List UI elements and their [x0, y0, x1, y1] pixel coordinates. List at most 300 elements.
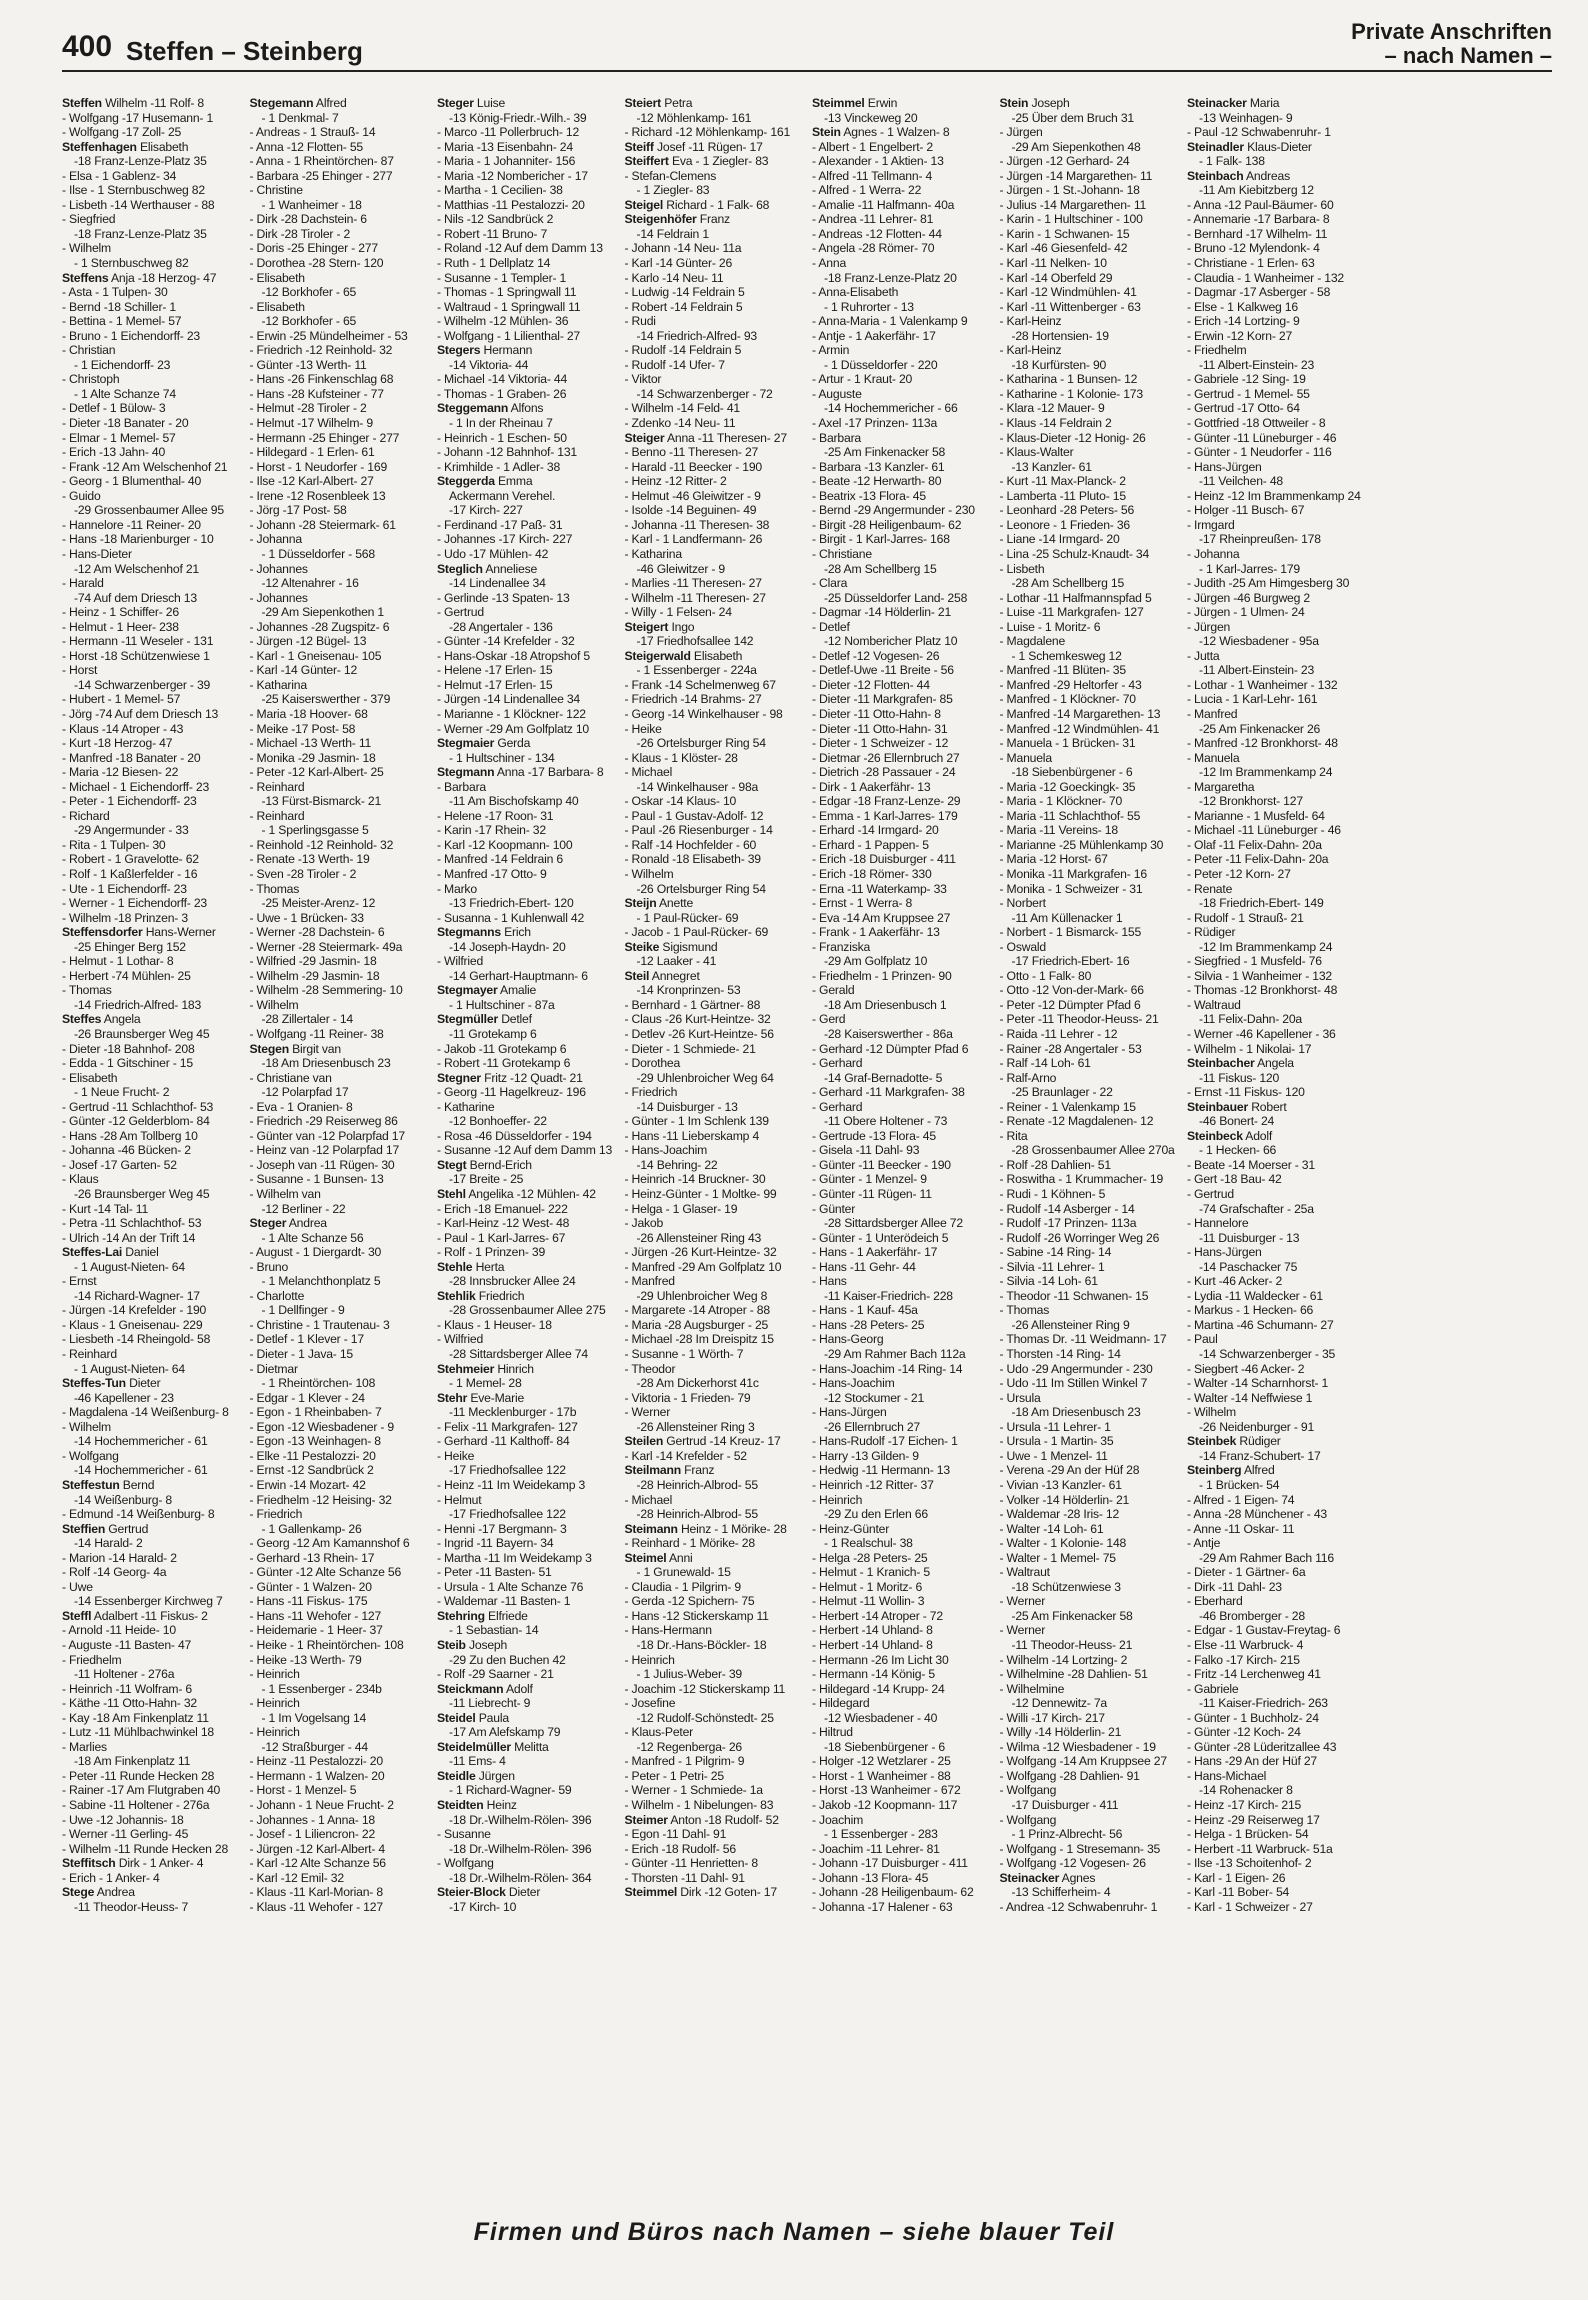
entry-text: - Friedrich: [624, 1085, 678, 1100]
list-item: [437, 256, 615, 271]
list-item: [437, 1507, 615, 1522]
entry-text: - Jürgen - 1 St.-Johann- 18: [999, 183, 1140, 198]
entry-text: - Walter -14 Neffwiese 1: [1187, 1390, 1313, 1405]
entry-text: - Sven -28 Tiroler - 2: [249, 866, 357, 881]
entry-text: - Siegfried: [62, 212, 116, 227]
list-item: [437, 1158, 615, 1173]
list-item: [1187, 954, 1365, 969]
list-item: [437, 300, 615, 315]
entry-text: - Karl - 1 Schweizer - 27: [1187, 1899, 1313, 1914]
entry-text: - Barbara -13 Kanzler- 61: [812, 459, 945, 474]
entry-text: - Manfred -29 Am Golfplatz 10: [624, 1259, 782, 1274]
entry-text: - Jürgen: [1187, 619, 1231, 634]
list-item: [62, 227, 240, 242]
list-item: [1000, 1769, 1178, 1784]
list-item: [1000, 1100, 1178, 1115]
entry-text: - Waltraut: [999, 1565, 1050, 1580]
list-item: [625, 111, 803, 126]
entry-text: -28 Am Schellberg 15: [824, 561, 937, 576]
entry-text: Anna -17 Barbara- 8: [496, 765, 604, 780]
entry-text: - Egon - 1 Rheinbaben- 7: [249, 1405, 382, 1420]
entry-text: - Wilhelm: [249, 997, 299, 1012]
list-item: [250, 1813, 428, 1828]
entry-text: Elisabeth: [693, 648, 743, 663]
list-item: [625, 780, 803, 795]
list-item: [812, 838, 990, 853]
entry-text: -14 Weißenburg- 8: [74, 1492, 172, 1507]
list-item: [62, 1463, 240, 1478]
list-item: [812, 1798, 990, 1813]
list-item: [1187, 1623, 1365, 1638]
list-item: [625, 169, 803, 184]
list-item: [1187, 1362, 1365, 1377]
entry-text: - Hermann -11 Weseler - 131: [62, 634, 214, 649]
list-item: [1187, 1012, 1365, 1027]
list-item: [62, 1900, 240, 1915]
entry-text: - Rolf -29 Saarner - 21: [437, 1667, 554, 1682]
entry-text: - Waltraud - 1 Springwall 11: [437, 299, 581, 314]
list-item: [1000, 1289, 1178, 1304]
entry-text: - Oswald: [999, 939, 1046, 954]
list-item: [812, 1885, 990, 1900]
list-item: [1000, 1623, 1178, 1638]
list-item: [1000, 969, 1178, 984]
entry-text: - Isolde -14 Beguinen- 49: [624, 503, 757, 518]
list-item: [625, 1100, 803, 1115]
list-item: [1187, 1085, 1365, 1100]
entry-text: - Helmut: [437, 1492, 482, 1507]
list-item: [62, 183, 240, 198]
list-item: [62, 591, 240, 606]
list-item: [812, 416, 990, 431]
list-item: [812, 794, 990, 809]
list-item: [437, 271, 615, 286]
entry-text: - Horst -13 Wanheimer - 672: [812, 1783, 961, 1798]
entry-text: - Josef - 1 Liliencron- 22: [249, 1827, 376, 1842]
list-item: [250, 1085, 428, 1100]
list-item: [1187, 1274, 1365, 1289]
list-item: [437, 169, 615, 184]
list-item: [1000, 751, 1178, 766]
entry-text: - Marco -11 Pollerbruch- 12: [437, 125, 580, 140]
entry-text: Joseph: [1031, 96, 1070, 110]
entry-text: - Horst -18 Schützenwiese 1: [62, 648, 210, 663]
list-item: [812, 1129, 990, 1144]
list-item: [812, 751, 990, 766]
list-item: [62, 1260, 240, 1275]
list-item: [250, 1842, 428, 1857]
entry-text: - Horst - 1 Menzel- 5: [249, 1783, 357, 1798]
list-item: [437, 1740, 615, 1755]
list-item: [250, 474, 428, 489]
list-item: [437, 140, 615, 155]
list-item: [62, 1682, 240, 1697]
column-7: [1187, 96, 1365, 2216]
entry-text: -28 Zillertaler - 14: [261, 1012, 354, 1027]
list-item: [625, 474, 803, 489]
entry-text: Sigismund: [662, 939, 718, 954]
entry-text: - Wolfgang -17 Zoll- 25: [62, 125, 182, 140]
entry-text: - 1 Rheintörchen- 108: [261, 1376, 376, 1391]
entry-text: - Rudolf -14 Feldrain 5: [624, 343, 742, 358]
entry-text: - Peter -11 Basten- 51: [437, 1565, 552, 1580]
list-item: [812, 1012, 990, 1027]
list-item: [625, 518, 803, 533]
list-item: [62, 1449, 240, 1464]
entry-text: - Barbara -25 Ehinger - 277: [249, 168, 393, 183]
entry-text: - Josef -17 Garten- 52: [62, 1157, 177, 1172]
entry-text: -11 Am Küllenacker 1: [1011, 910, 1123, 925]
entry-text: - Werner: [999, 1594, 1046, 1609]
entry-text: - Walter -14 Loh- 61: [999, 1521, 1104, 1536]
list-item: [62, 140, 240, 155]
entry-text: - Klaus -11 Wehofer - 127: [249, 1899, 383, 1914]
list-item: [437, 314, 615, 329]
entry-text: - Hildegard -14 Krupp- 24: [812, 1681, 945, 1696]
list-item: [62, 1129, 240, 1144]
entry-text: Adolf: [1245, 1128, 1273, 1143]
list-item: [812, 300, 990, 315]
list-item: [62, 372, 240, 387]
list-item: [1187, 1827, 1365, 1842]
entry-text: - Detlef-Uwe -11 Breite - 56: [812, 663, 954, 678]
list-item: [62, 503, 240, 518]
entry-text: -18 Siebenbürgener - 6: [1011, 765, 1133, 780]
list-item: [1000, 1725, 1178, 1740]
entry-text: - Christian: [62, 343, 116, 358]
entry-text: - Claudia - 1 Wanheimer - 132: [1187, 270, 1344, 285]
surname: Steiger: [624, 430, 665, 445]
list-item: [1187, 343, 1365, 358]
entry-text: - Dietmar -26 Ellernbruch 27: [812, 750, 960, 765]
list-item: [812, 111, 990, 126]
list-item: [62, 329, 240, 344]
entry-text: - Karlo -14 Neu- 11: [624, 270, 724, 285]
entry-text: - Anna -28 Münchener - 43: [1187, 1507, 1327, 1522]
entry-text: -14 Schwarzenberger - 35: [1199, 1347, 1336, 1362]
entry-text: - Claus -26 Kurt-Heintze- 32: [624, 1012, 771, 1027]
entry-text: -25 Über dem Bruch 31: [1011, 110, 1134, 125]
entry-text: - Joachim -12 Stickerskamp 11: [624, 1681, 786, 1696]
entry-text: - Anna -12 Flotten- 55: [249, 139, 363, 154]
entry-text: - Petra -11 Schlachthof- 53: [62, 1216, 202, 1231]
entry-text: - Maria -11 Vereins- 18: [999, 823, 1118, 838]
surname: Stegmann: [437, 765, 495, 780]
entry-text: -14 Hochemmericher - 61: [74, 1463, 208, 1478]
list-item: [437, 838, 615, 853]
list-item: [250, 1522, 428, 1537]
entry-text: - Renate -13 Werth- 19: [249, 852, 370, 867]
entry-text: - Harald: [62, 576, 104, 591]
entry-text: -14 Duisburger - 13: [636, 1099, 738, 1114]
entry-text: - Lydia -11 Waldecker - 61: [1187, 1288, 1323, 1303]
entry-text: -25 Am Finkenacker 26: [1199, 721, 1321, 736]
list-item: [62, 111, 240, 126]
entry-text: - Joachim: [812, 1812, 864, 1827]
footer-note: Firmen und Büros nach Namen – siehe blauer Teil: [473, 2218, 1115, 2246]
entry-text: - Udo -11 Im Stillen Winkel 7: [999, 1376, 1148, 1391]
entry-text: - Wilhelmine -28 Dahlien- 51: [999, 1667, 1148, 1682]
list-item: [437, 1871, 615, 1886]
entry-text: -28 Innsbrucker Allee 24: [449, 1274, 576, 1289]
entry-text: - Edgar - 1 Gustav-Freytag- 6: [1187, 1623, 1341, 1638]
surname: Stein: [999, 96, 1029, 110]
entry-text: - Rolf - 1 Kaßlerfelder - 16: [62, 866, 198, 881]
list-item: [625, 183, 803, 198]
entry-text: - Jürgen -14 Krefelder - 190: [62, 1303, 207, 1318]
list-item: [1187, 1682, 1365, 1697]
list-item: [1187, 838, 1365, 853]
list-item: [1187, 183, 1365, 198]
list-item: [1187, 1202, 1365, 1217]
list-item: [250, 271, 428, 286]
list-item: [812, 1158, 990, 1173]
list-item: [812, 1143, 990, 1158]
list-item: [62, 474, 240, 489]
list-item: [250, 896, 428, 911]
list-item: [62, 1405, 240, 1420]
entry-text: - Paul - 1 Gustav-Adolf- 12: [624, 808, 764, 823]
entry-text: - Erich - 1 Anker- 4: [62, 1870, 160, 1885]
directory-columns: [62, 96, 1552, 2216]
list-item: [437, 212, 615, 227]
entry-text: - Doris -25 Ehinger - 277: [249, 241, 378, 256]
entry-text: -11 Theodor-Heuss- 21: [1011, 1637, 1133, 1652]
entry-text: - Paul - 1 Karl-Jarres- 67: [437, 1230, 566, 1245]
list-item: [812, 387, 990, 402]
entry-text: - Beatrix -13 Flora- 45: [812, 488, 926, 503]
surname: Steil: [624, 968, 650, 983]
entry-text: -28 Hortensien- 19: [1011, 328, 1109, 343]
entry-text: - Jacob - 1 Paul-Rücker- 69: [624, 925, 769, 940]
list-item: [62, 1827, 240, 1842]
list-item: [812, 1420, 990, 1435]
entry-text: - Karl - 1 Eigen- 26: [1187, 1870, 1286, 1885]
list-item: [250, 1202, 428, 1217]
list-item: [812, 285, 990, 300]
entry-text: Amalie: [500, 983, 537, 998]
entry-text: - Wilfried: [437, 954, 484, 969]
list-item: [437, 96, 615, 111]
list-item: [625, 1871, 803, 1886]
list-item: [625, 1623, 803, 1638]
list-item: [1000, 1827, 1178, 1842]
entry-text: - Bruno -12 Mylendonk- 4: [1187, 241, 1320, 256]
entry-text: -11 Am Bischofskamp 40: [449, 794, 579, 809]
list-item: [1187, 1493, 1365, 1508]
list-item: [625, 620, 803, 635]
entry-text: - 1 Falk- 138: [1199, 154, 1265, 169]
entry-text: - Wolfgang -28 Dahlien- 91: [999, 1768, 1140, 1783]
list-item: [812, 1405, 990, 1420]
list-item: [437, 1027, 615, 1042]
list-item: [1000, 736, 1178, 751]
list-item: [250, 1391, 428, 1406]
list-item: [437, 1332, 615, 1347]
entry-text: - Heinrich: [624, 1652, 675, 1667]
surname: Stehle: [437, 1259, 473, 1274]
entry-text: - Julius -14 Margarethen- 11: [999, 197, 1147, 212]
list-item: [625, 1769, 803, 1784]
list-item: [1187, 765, 1365, 780]
list-item: [250, 1740, 428, 1755]
list-item: [437, 474, 615, 489]
list-item: [250, 1900, 428, 1915]
list-item: [1187, 896, 1365, 911]
entry-text: - Robert -11 Grotekamp 6: [437, 1056, 571, 1071]
list-item: [437, 547, 615, 562]
entry-text: - Hans -28 Kufsteiner - 77: [249, 386, 384, 401]
entry-text: -14 Viktoria- 44: [449, 357, 529, 372]
entry-text: - Gabriele -12 Sing- 19: [1187, 372, 1306, 387]
entry-text: Agnes: [1061, 1870, 1096, 1885]
entry-text: - Susanna - 1 Kuhlenwall 42: [437, 910, 585, 925]
list-item: [250, 1158, 428, 1173]
entry-text: - Paul: [1187, 1332, 1218, 1347]
list-item: [437, 1100, 615, 1115]
list-item: [250, 1274, 428, 1289]
entry-text: - Reinhard: [249, 779, 305, 794]
entry-text: Dieter: [508, 1885, 541, 1900]
list-item: [437, 1827, 615, 1842]
list-item: [1187, 547, 1365, 562]
list-item: [1187, 1231, 1365, 1246]
list-item: [1000, 634, 1178, 649]
entry-text: Adalbert -11 Fiskus- 2: [93, 1608, 208, 1623]
list-item: [1000, 1783, 1178, 1798]
entry-text: - Rudi: [624, 314, 656, 329]
list-item: [250, 125, 428, 140]
list-item: [812, 1318, 990, 1333]
entry-text: Andrea: [96, 1885, 135, 1900]
surname: Stegers: [437, 343, 481, 358]
surname: Stehr: [437, 1390, 468, 1405]
list-item: [250, 183, 428, 198]
list-item: [1187, 1856, 1365, 1871]
entry-text: - Friedrich: [249, 1507, 303, 1522]
list-item: [812, 707, 990, 722]
entry-text: Ingo: [671, 619, 695, 634]
list-item: [1187, 1100, 1365, 1115]
entry-text: - Wilhelm -18 Prinzen- 3: [62, 910, 188, 925]
entry-text: - Susanne - 1 Templer- 1: [437, 270, 567, 285]
entry-text: - Manuela: [999, 750, 1052, 765]
entry-text: - 1 Gallenkamp- 26: [261, 1521, 362, 1536]
entry-text: - Dieter -18 Bahnhof- 208: [62, 1041, 195, 1056]
entry-text: - Dieter -18 Banater - 20: [62, 416, 189, 431]
list-item: [625, 1114, 803, 1129]
list-item: [625, 431, 803, 446]
entry-text: - Gertrude -13 Flora- 45: [812, 1128, 936, 1143]
list-item: [1187, 300, 1365, 315]
surname: Steffestun: [62, 1477, 120, 1492]
list-item: [1000, 983, 1178, 998]
list-item: [250, 1682, 428, 1697]
list-item: [625, 1594, 803, 1609]
entry-text: - Thomas - 1 Springwall 11: [437, 285, 577, 300]
entry-text: - 1 Neue Frucht- 2: [74, 1085, 170, 1100]
list-item: [812, 591, 990, 606]
list-item: [812, 1740, 990, 1755]
list-item: [625, 1042, 803, 1057]
entry-text: - Hannelore: [1187, 1216, 1249, 1231]
entry-text: -29 Am Rahmer Bach 116: [1199, 1550, 1334, 1565]
list-item: [625, 343, 803, 358]
entry-text: -26 Allensteiner Ring 9: [1011, 1317, 1130, 1332]
entry-text: - Peter -11 Theodor-Heuss- 21: [999, 1012, 1159, 1027]
entry-text: - Ralf -14 Loh- 61: [999, 1056, 1091, 1071]
entry-text: - Gertrud: [1187, 1187, 1234, 1202]
entry-text: -14 Winkelhauser - 98a: [636, 779, 759, 794]
list-item: [437, 823, 615, 838]
entry-text: - Silvia -11 Lehrer- 1: [999, 1259, 1105, 1274]
list-item: [625, 882, 803, 897]
entry-text: - Anne -11 Oskar- 11: [1187, 1521, 1295, 1536]
entry-text: -12 Regenberga- 26: [636, 1739, 742, 1754]
list-item: [437, 503, 615, 518]
entry-text: - Wilfried -29 Jasmin- 18: [249, 954, 377, 969]
list-item: [1187, 1027, 1365, 1042]
entry-text: - Helga - 1 Brücken- 54: [1187, 1827, 1309, 1842]
surname: Steidelmüller: [437, 1739, 511, 1754]
entry-text: - Edgar -18 Franz-Lenze- 29: [812, 794, 961, 809]
entry-text: - Wilhelm - 1 Nibelungen- 83: [624, 1797, 774, 1812]
list-item: [625, 896, 803, 911]
list-item: [250, 1638, 428, 1653]
entry-text: - Ursula - 1 Martin- 35: [999, 1434, 1114, 1449]
entry-text: - Liesbeth -14 Rheingold- 58: [62, 1332, 211, 1347]
entry-text: - Karl -11 Bober- 54: [1187, 1885, 1290, 1900]
entry-text: - Werner -28 Dachstein- 6: [249, 925, 385, 940]
list-item: [62, 1202, 240, 1217]
list-item: [625, 1405, 803, 1420]
list-item: [1187, 1813, 1365, 1828]
list-item: [625, 1071, 803, 1086]
list-item: [1187, 1391, 1365, 1406]
list-item: [62, 1216, 240, 1231]
list-item: [250, 1536, 428, 1551]
entry-text: - Heidemarie - 1 Heer- 37: [249, 1623, 383, 1638]
entry-text: -26 Allensteiner Ring 3: [636, 1419, 755, 1434]
entry-text: - Rosa -46 Düsseldorfer - 194: [437, 1128, 592, 1143]
entry-text: - Oskar -14 Klaus- 10: [624, 794, 737, 809]
entry-text: - Maria -28 Augsburger - 25: [624, 1317, 769, 1332]
entry-text: - Johanna -17 Halener - 63: [812, 1899, 953, 1914]
entry-text: - 1 Ziegler- 83: [636, 183, 710, 198]
entry-text: - Heinrich: [249, 1667, 300, 1682]
list-item: [1187, 401, 1365, 416]
list-item: [812, 1493, 990, 1508]
list-item: [1000, 1332, 1178, 1347]
list-item: [812, 1522, 990, 1537]
list-item: [437, 1449, 615, 1464]
list-item: [625, 1783, 803, 1798]
list-item: [250, 1042, 428, 1057]
list-item: [437, 372, 615, 387]
list-item: [812, 1042, 990, 1057]
entry-text: - Maria -12 Horst- 67: [999, 852, 1108, 867]
list-item: [625, 1856, 803, 1871]
list-item: [625, 96, 803, 111]
entry-text: -29 Grossenbaumer Allee 95: [74, 503, 224, 518]
list-item: [62, 809, 240, 824]
list-item: [1000, 300, 1178, 315]
list-item: [437, 1900, 615, 1915]
entry-text: - Katharina: [249, 677, 307, 692]
list-item: [437, 1260, 615, 1275]
entry-text: - Dieter - 1 Java- 15: [249, 1347, 353, 1362]
list-item: [62, 1303, 240, 1318]
